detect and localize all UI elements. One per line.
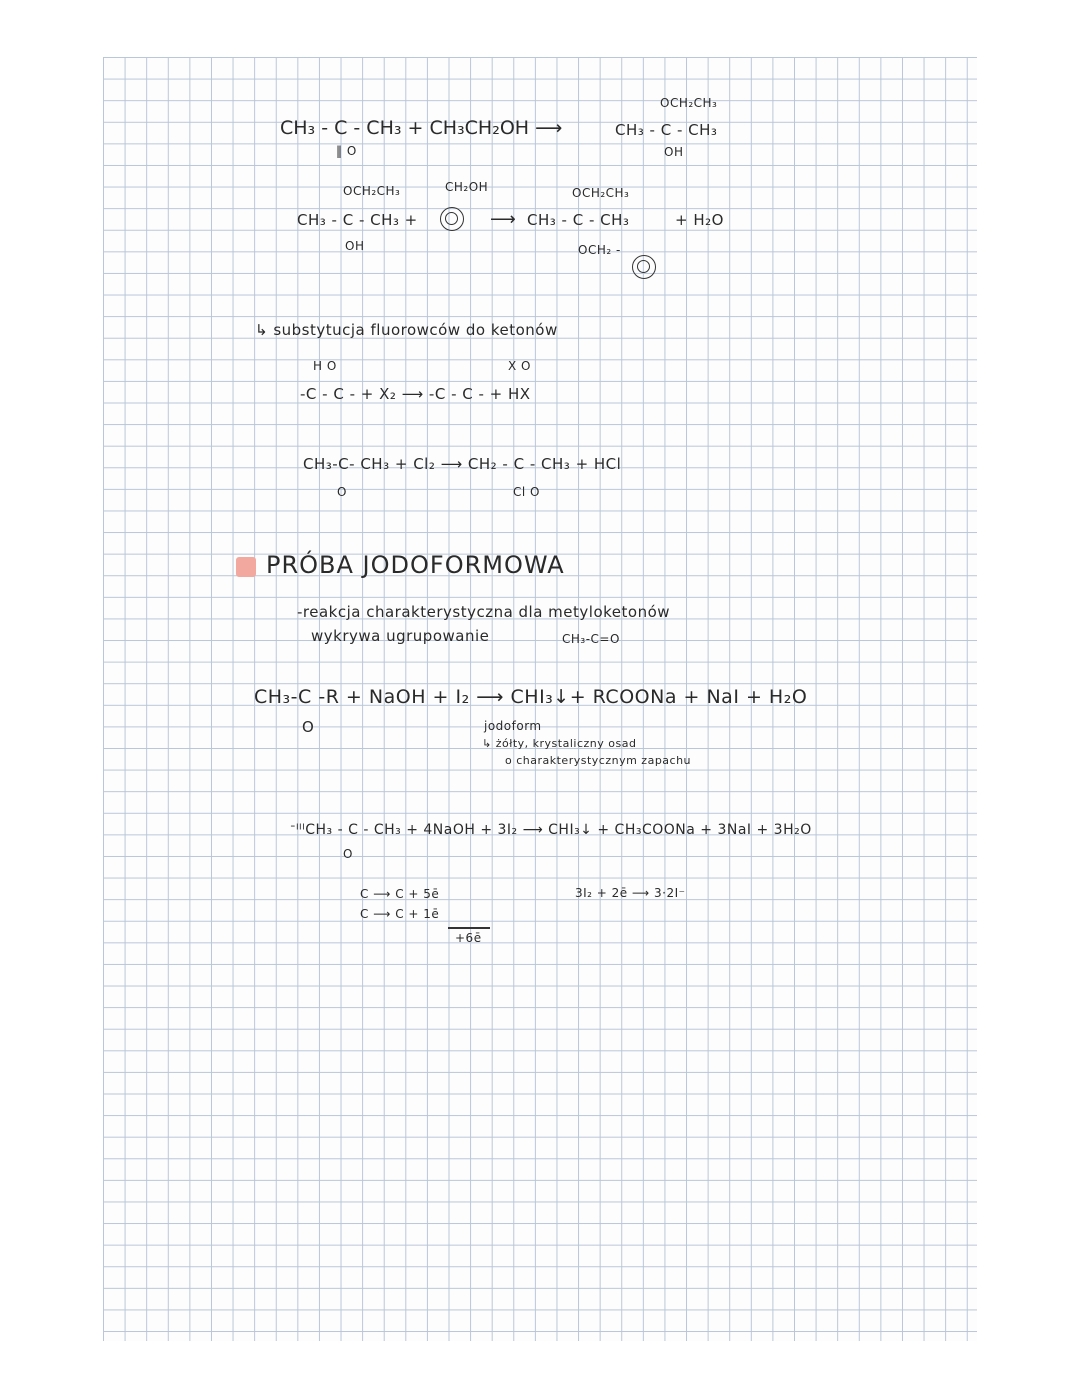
sum-line [448,927,490,929]
product-description-1: ↳ żółty, krystaliczny osad [482,737,637,750]
example-bottom-right: Cl O [513,485,540,499]
eq2-product: CH₃ - C - CH₃ [527,211,630,229]
eq1-product-bottom: OH [664,145,684,159]
eq2-reactant: CH₃ - C - CH₃ + [297,211,418,229]
product-name: jodoform [484,719,542,733]
heading-bullet [236,557,256,577]
eq2-reactant-top: OCH₂CH₃ [343,184,401,198]
redox-line-1: C ⟶ C + 5ē [360,887,440,901]
halogenation-example-equation: CH₃-C- CH₃ + Cl₂ ⟶ CH₂ - C - CH₃ + HCl [303,455,622,473]
section-title: PRÓBA JODOFORMOWA [266,551,565,579]
substitution-heading: ↳ substytucja fluorowców do ketonów [255,321,558,339]
eq1-product-top: OCH₂CH₃ [660,96,718,110]
description-line-2: wykrywa ugrupowanie [311,627,490,645]
description-line-1: -reakcja charakterystyczna dla metyloketonów [297,603,671,621]
redox-sum: +6ē [455,931,482,945]
eq2-product-bottom: OCH₂ - [578,243,621,257]
example-oxygen: O [343,847,353,861]
benzene-ring-icon [632,255,656,279]
product-description-2: o charakterystycznym zapachu [505,754,692,767]
eq1-product: CH₃ - C - CH₃ [615,121,718,139]
redox-line-2: C ⟶ C + 1ē [360,907,440,921]
general-product-top: X O [508,359,531,373]
iodoform-example-equation: ᐨᴵᴵᴵCH₃ - C - CH₃ + 4NaOH + 3I₂ ⟶ CHI₃↓ + CH₃COONa + 3NaI + 3H₂O [290,822,812,838]
general-reactant-top: H O [313,359,337,373]
methyl-ketone-group: CH₃-C=O [562,632,620,646]
general-oxygen: O [302,718,315,736]
iodoform-general-equation: CH₃-C -R + NaOH + I₂ ⟶ CHI₃↓+ RCOONa + NaI + H₂O [254,686,808,708]
example-oxygen-left: O [337,485,347,499]
eq2-reactant-bottom: OH [345,239,365,253]
eq1-reactant-oxygen: ‖ O [336,144,357,158]
eq1-reactants: CH₃ - C - CH₃ + CH₃CH₂OH ⟶ [280,117,563,139]
eq2-arrow: ⟶ [490,209,517,230]
halogenation-general-equation: -C - C - + X₂ ⟶ -C - C - + HX [300,385,531,403]
eq2-water: + H₂O [675,211,724,229]
redox-iodine: 3I₂ + 2ē ⟶ 3·2I⁻ [575,886,686,900]
eq2-benzyl-label: CH₂OH [445,180,489,194]
eq2-product-top: OCH₂CH₃ [572,186,630,200]
benzene-ring-icon [440,207,464,231]
